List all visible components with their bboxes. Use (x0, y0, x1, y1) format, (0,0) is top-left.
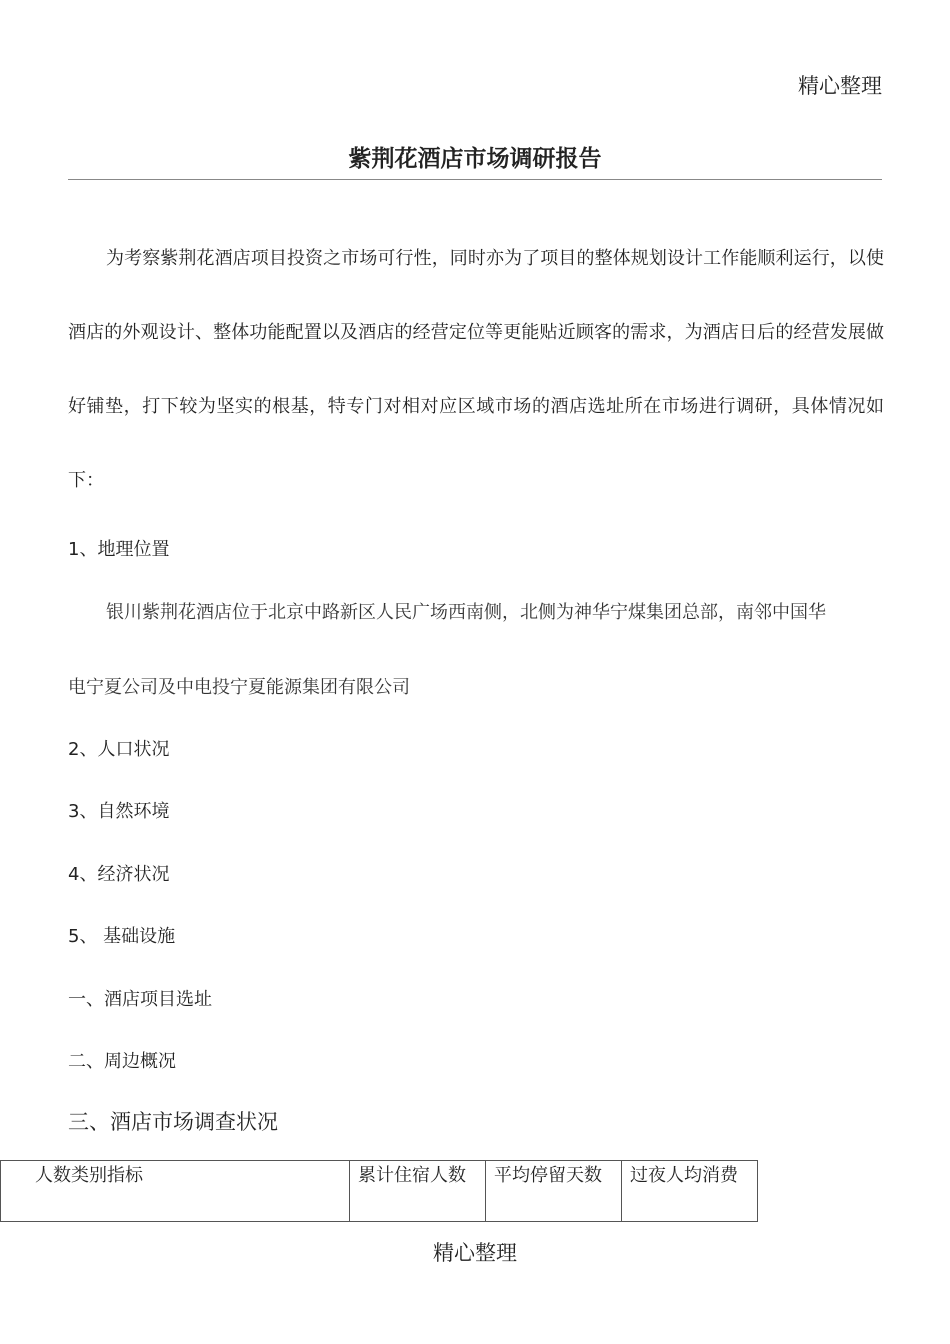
section-economy: 4、经济状况 (68, 864, 170, 885)
survey-table (0, 1160, 758, 1222)
section-natural-environment: 3、自然环境 (68, 801, 170, 822)
section-population: 2、人口状况 (68, 739, 170, 760)
section-geographic-location: 1、地理位置 (68, 539, 170, 560)
table-header-cell: 平均停留天数 (486, 1161, 622, 1222)
section-site-selection: 一、酒店项目选址 (68, 989, 212, 1010)
table-header-row (1, 1161, 758, 1222)
location-text-line1: 银川紫荆花酒店位于北京中路新区人民广场西南侧，北侧为神华宁煤集团总部，南邻中国华 (106, 602, 826, 623)
footer-watermark: 精心整理 (433, 1241, 517, 1265)
header-watermark: 精心整理 (798, 74, 882, 98)
intro-paragraph: 为考察紫荆花酒店项目投资之市场可行性，同时亦为了项目的整体规划设计工作能顺利运行，以使酒店的外观设计、整体功能配置以及酒店的经营定位等更能贴近顾客的需求，为酒店日后的经营发展做好铺垫，打下较为坚实的根基，特专门对相对应区域市场的酒店选址所在市场进行调研，具体情况如下： (68, 248, 884, 491)
title-divider (68, 179, 882, 180)
document-title: 紫荆花酒店市场调研报告 (348, 146, 602, 172)
location-text-line2: 电宁夏公司及中电投宁夏能源集团有限公司 (68, 677, 410, 698)
table-header-cell: 过夜人均消费 (622, 1161, 758, 1222)
table-header-cell: 人数类别指标 (1, 1161, 350, 1222)
section-infrastructure: 5、 基础设施 (68, 926, 176, 947)
table-header-cell: 累计住宿人数 (350, 1161, 486, 1222)
section-market-survey: 三、酒店市场调查状况 (68, 1110, 278, 1134)
section-surroundings: 二、周边概况 (68, 1051, 176, 1072)
